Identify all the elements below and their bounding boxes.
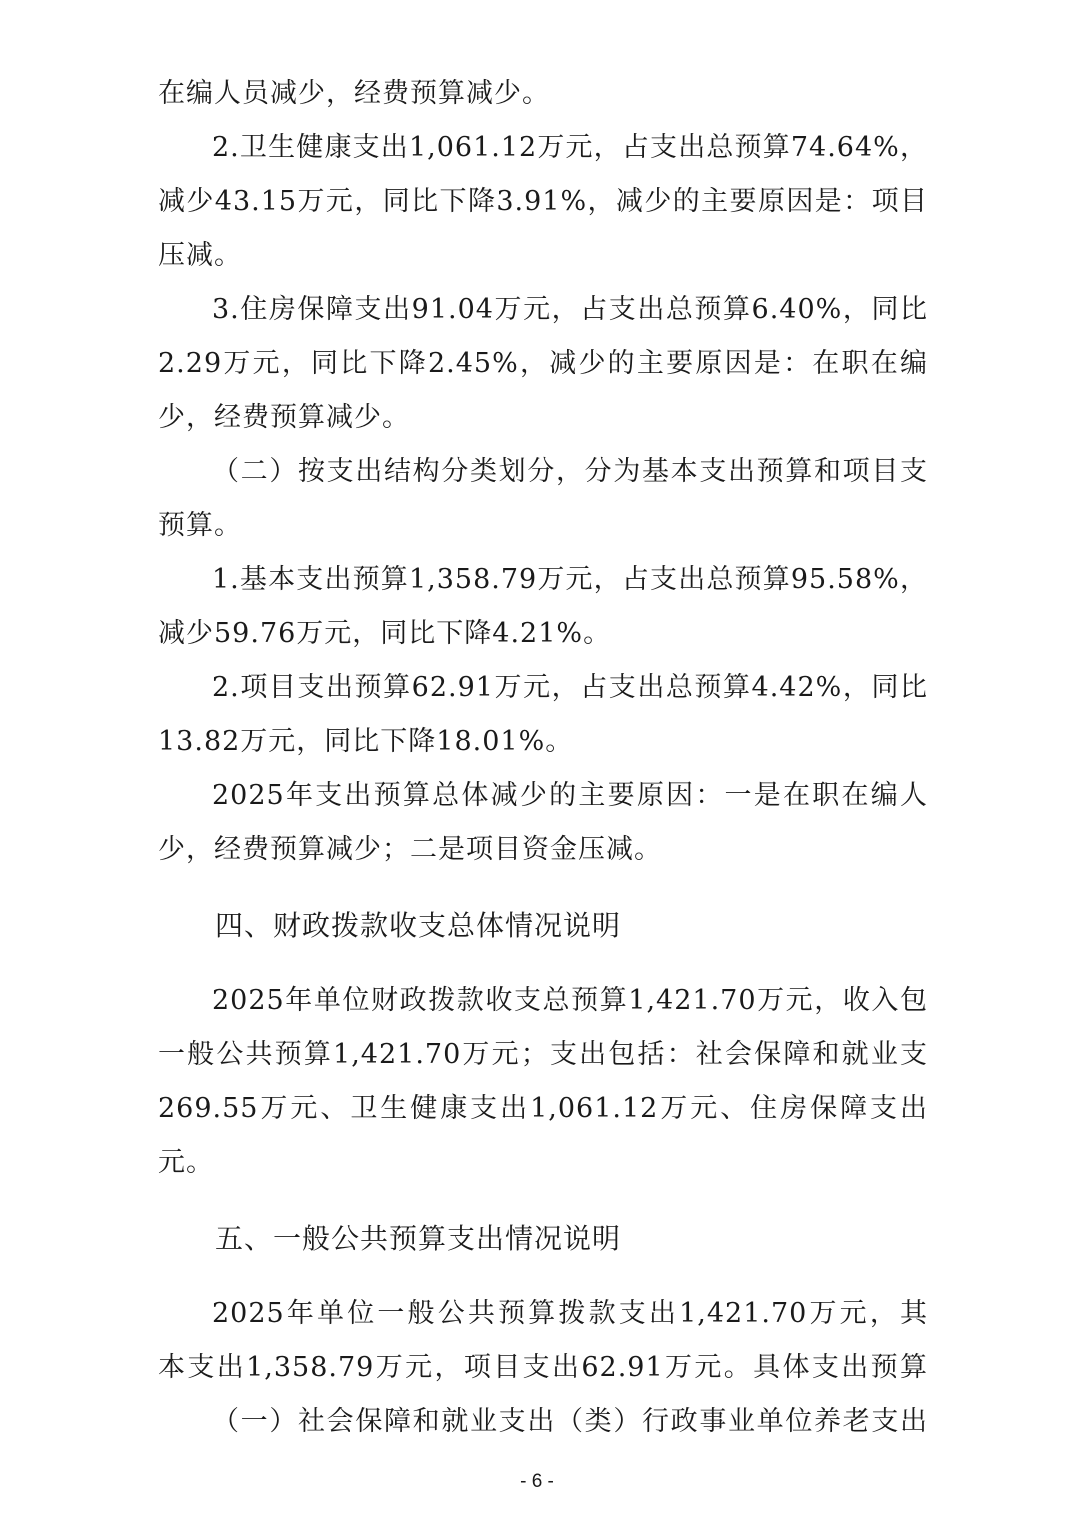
- text-line: 2025年单位一般公共预算拨款支出1,421.70万元，其: [212, 1298, 928, 1329]
- text-line: 13.82万元，同比下降18.01%。: [158, 726, 574, 757]
- text-line: 减少59.76万元，同比下降4.21%。: [158, 618, 612, 649]
- text-line: （一）社会保障和就业支出（类）行政事业单位养老支出: [212, 1406, 928, 1437]
- page-number: - 6 -: [520, 1471, 554, 1492]
- text-line: 少，经费预算减少；二是项目资金压减。: [158, 834, 662, 865]
- text-line: 在编人员减少，经费预算减少。: [158, 78, 550, 109]
- text-line: 1.基本支出预算1,358.79万元，占支出总预算95.58%，: [212, 564, 928, 595]
- section-heading: 四、财政拨款收支总体情况说明: [215, 909, 622, 942]
- text-line: 269.55万元、卫生健康支出1,061.12万元、住房保障支出: [158, 1093, 928, 1124]
- text-line: 预算。: [158, 510, 242, 541]
- text-line: （二）按支出结构分类划分，分为基本支出预算和项目支: [212, 456, 928, 487]
- section-heading: 五、一般公共预算支出情况说明: [215, 1222, 622, 1255]
- text-line: 2.项目支出预算62.91万元，占支出总预算4.42%，同比: [212, 672, 928, 703]
- text-line: 元。: [158, 1147, 214, 1178]
- text-line: 一般公共预算1,421.70万元；支出包括：社会保障和就业支: [158, 1039, 928, 1070]
- text-line: 2.29万元，同比下降2.45%，减少的主要原因是：在职在编: [158, 348, 928, 379]
- text-line: 2.卫生健康支出1,061.12万元，占支出总预算74.64%，: [212, 132, 928, 163]
- text-line: 本支出1,358.79万元，项目支出62.91万元。具体支出预算: [158, 1352, 928, 1383]
- text-line: 少，经费预算减少。: [158, 402, 410, 433]
- text-line: 减少43.15万元，同比下降3.91%，减少的主要原因是：项目: [158, 186, 928, 217]
- text-line: 2025年支出预算总体减少的主要原因：一是在职在编人: [212, 780, 928, 811]
- text-line: 3.住房保障支出91.04万元，占支出总预算6.40%，同比: [212, 294, 928, 325]
- text-line: 2025年单位财政拨款收支总预算1,421.70万元，收入包: [212, 985, 928, 1016]
- text-line: 压减。: [158, 240, 242, 271]
